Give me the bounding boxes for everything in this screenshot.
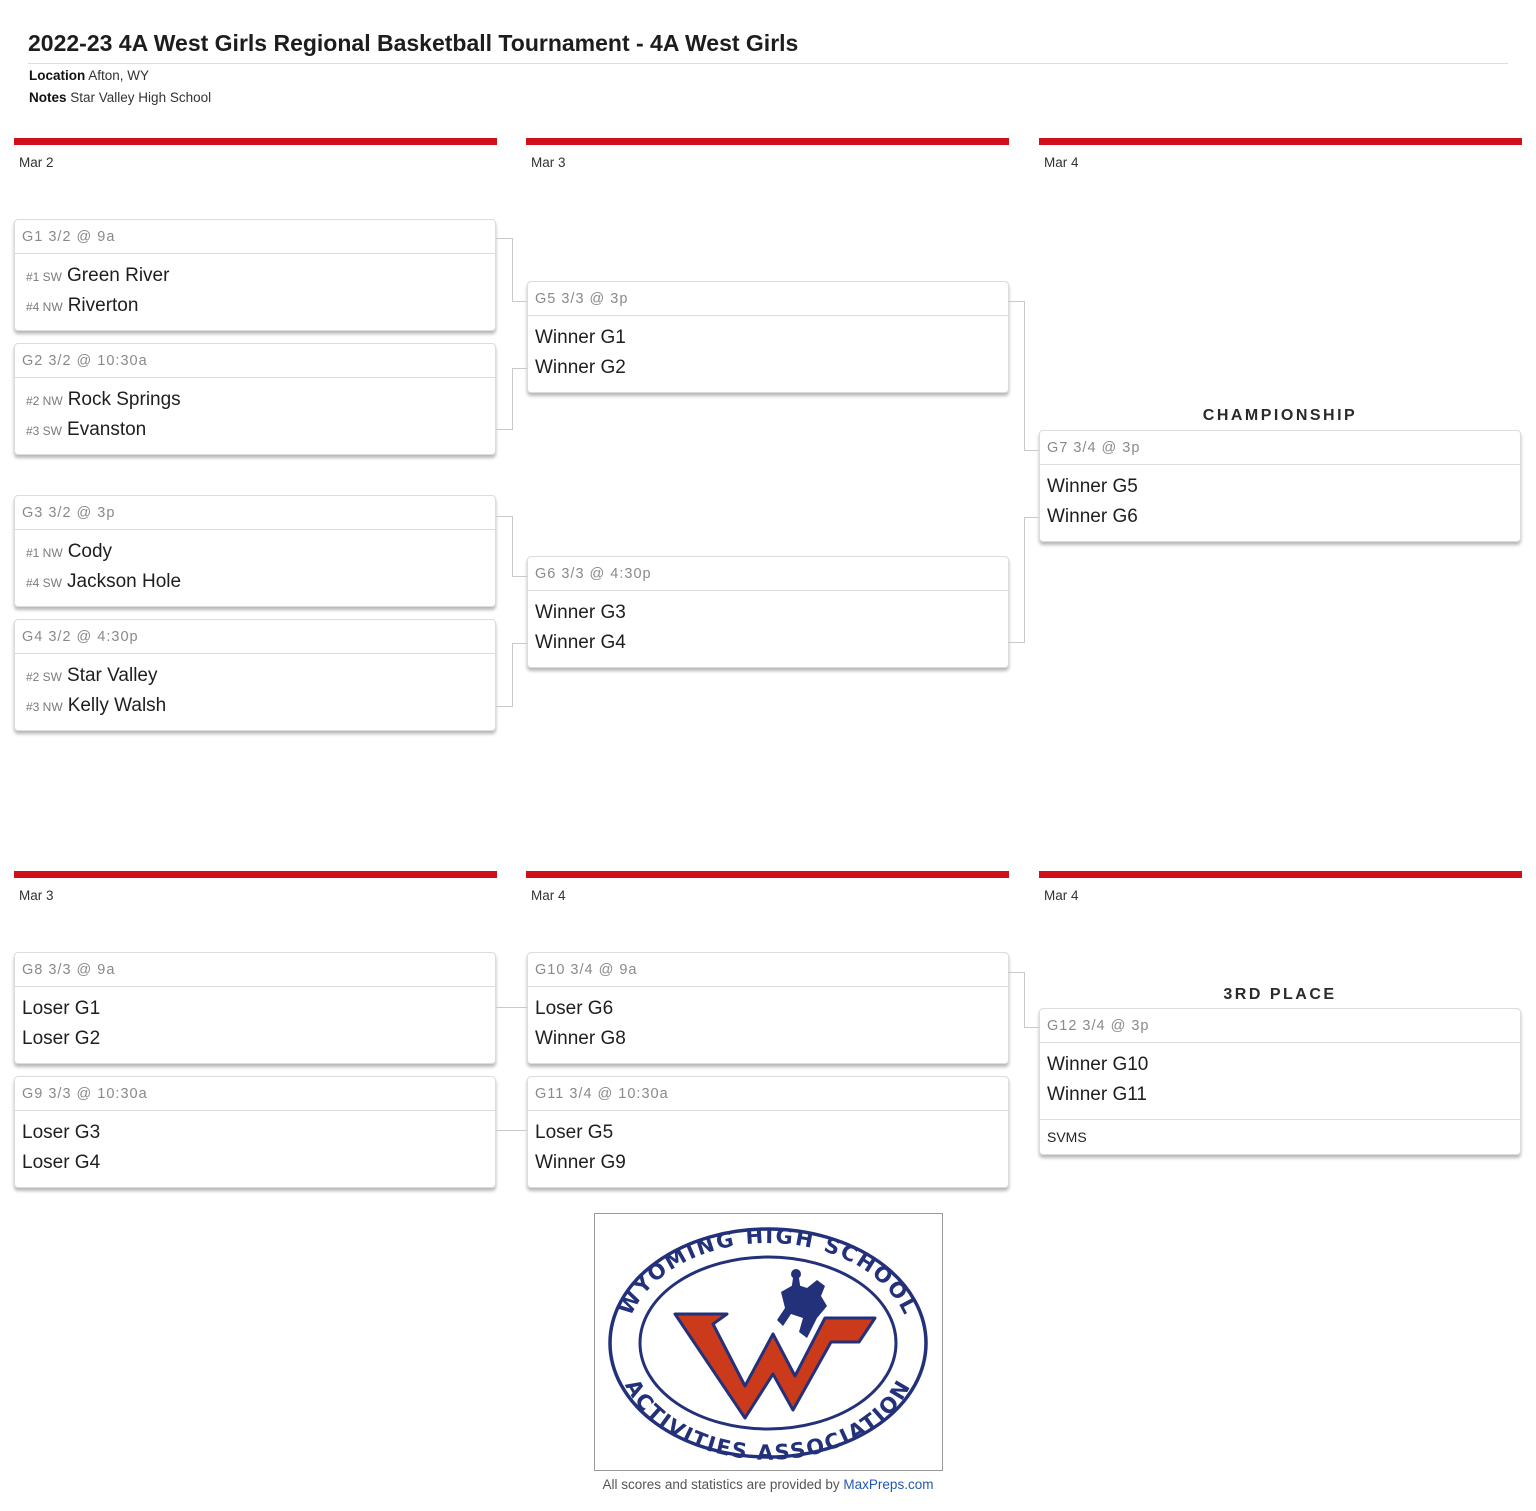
team-name: Winner G4 (535, 632, 626, 653)
bracket-connector (512, 368, 527, 369)
game-header: G11 3/4 @ 10:30a (528, 1077, 1008, 1111)
game-card-g2[interactable] (14, 343, 496, 455)
round-date: Mar 4 (531, 888, 566, 903)
bracket-connector (1008, 301, 1025, 302)
team-name: Winner G10 (1047, 1054, 1149, 1075)
team-name: Kelly Walsh (67, 695, 167, 716)
logo-bottom-text: ACTIVITIES ASSOCIATION (620, 1375, 916, 1465)
bracket-connector (1024, 450, 1039, 451)
team-row[interactable] (15, 291, 495, 321)
team-row[interactable] (15, 261, 495, 291)
team-name: Cody (67, 541, 113, 562)
bracket-connector (1024, 517, 1025, 643)
bracket-connector (1008, 972, 1025, 973)
team-name: Loser G4 (22, 1152, 101, 1173)
team-row[interactable] (528, 1118, 1008, 1148)
team-row[interactable] (15, 567, 495, 597)
game-header: G9 3/3 @ 10:30a (15, 1077, 495, 1111)
page-title: 2022-23 4A West Girls Regional Basketball Tournament - 4A West Girls (28, 30, 1508, 64)
game-card-g10[interactable] (527, 952, 1009, 1064)
team-row[interactable] (1040, 1080, 1520, 1110)
svg-text:WYOMING HIGH SCHOOL (614, 1224, 923, 1319)
team-seed: #1 NW (26, 546, 63, 560)
bracket-connector (512, 238, 513, 302)
championship-label: CHAMPIONSHIP (1202, 407, 1358, 424)
bracket-connector (1024, 972, 1025, 1028)
bracket-connector (512, 301, 527, 302)
whsaa-logo (594, 1213, 943, 1471)
maxpreps-link[interactable]: MaxPreps.com (843, 1477, 934, 1492)
bracket-connector (1008, 642, 1025, 643)
team-name: Winner G8 (535, 1028, 626, 1049)
team-row[interactable] (15, 691, 495, 721)
team-row[interactable] (528, 1148, 1008, 1178)
game-note: SVMS (1040, 1119, 1520, 1154)
round-date: Mar 3 (19, 888, 54, 903)
bracket-connector (496, 706, 513, 707)
bracket-connector (496, 1007, 527, 1008)
game-card-g4[interactable] (14, 619, 496, 731)
game-header: G3 3/2 @ 3p (15, 496, 495, 530)
game-card-g12[interactable] (1039, 1008, 1521, 1155)
game-header: G10 3/4 @ 9a (528, 953, 1008, 987)
bracket-connector (512, 576, 527, 577)
game-card-g1[interactable] (14, 219, 496, 331)
team-name: Evanston (67, 419, 147, 440)
logo-top-text: WYOMING HIGH SCHOOL (613, 1223, 923, 1320)
team-name: Winner G5 (1047, 476, 1138, 497)
bracket-connector (512, 368, 513, 430)
game-card-g3[interactable] (14, 495, 496, 607)
team-name: Winner G2 (535, 357, 626, 378)
team-row[interactable] (528, 353, 1008, 383)
team-name: Riverton (67, 295, 139, 316)
team-seed: #1 SW (26, 270, 63, 284)
bracket-connector (512, 643, 527, 644)
game-header: G5 3/3 @ 3p (528, 282, 1008, 316)
team-name: Winner G11 (1047, 1084, 1147, 1105)
bracket-connector (496, 1130, 527, 1131)
team-name: Jackson Hole (67, 571, 182, 592)
team-row[interactable] (528, 994, 1008, 1024)
notes-label: Notes (29, 90, 67, 105)
game-card-g5[interactable] (527, 281, 1009, 393)
footer-credit (0, 1477, 1536, 1492)
third-place-label: 3RD PLACE (1223, 986, 1337, 1003)
team-seed: #3 NW (26, 700, 63, 714)
team-name: Loser G2 (22, 1028, 101, 1049)
team-row[interactable] (15, 537, 495, 567)
team-row[interactable] (15, 385, 495, 415)
team-row[interactable] (15, 415, 495, 445)
round-date: Mar 4 (1044, 155, 1079, 170)
team-seed: #4 NW (26, 300, 63, 314)
team-name: Winner G3 (535, 602, 626, 623)
team-row[interactable] (15, 994, 495, 1024)
team-name: Winner G6 (1047, 506, 1138, 527)
location-value: Afton, WY (88, 68, 150, 83)
team-name: Loser G5 (535, 1122, 614, 1143)
game-card-g7[interactable] (1039, 430, 1521, 542)
bracket-connector (496, 429, 513, 430)
team-row[interactable] (528, 598, 1008, 628)
team-seed: #2 SW (26, 670, 63, 684)
team-name: Rock Springs (67, 389, 181, 410)
team-name: Loser G3 (22, 1122, 101, 1143)
round-divider (1039, 871, 1522, 878)
team-row[interactable] (528, 323, 1008, 353)
round-date: Mar 3 (531, 155, 566, 170)
team-row[interactable] (528, 1024, 1008, 1054)
bracket-connector (1024, 517, 1039, 518)
team-name: Star Valley (67, 665, 158, 686)
team-row[interactable] (15, 1024, 495, 1054)
team-row[interactable] (528, 628, 1008, 658)
game-card-g11[interactable] (527, 1076, 1009, 1188)
team-seed: #4 SW (26, 576, 63, 590)
game-header: G4 3/2 @ 4:30p (15, 620, 495, 654)
bracket-connector (512, 516, 513, 577)
round-divider (14, 138, 497, 145)
game-card-g9[interactable] (14, 1076, 496, 1188)
team-row[interactable] (15, 1148, 495, 1178)
team-row[interactable] (1040, 1050, 1520, 1080)
bracket-connector (1024, 1027, 1039, 1028)
game-header: G12 3/4 @ 3p (1040, 1009, 1520, 1043)
game-card-g8[interactable] (14, 952, 496, 1064)
notes-line (29, 90, 211, 105)
team-seed: #3 SW (26, 424, 63, 438)
team-name: Winner G9 (535, 1152, 626, 1173)
team-name: Loser G1 (22, 998, 101, 1019)
whsaa-logo-icon (595, 1214, 942, 1470)
game-card-g6[interactable] (527, 556, 1009, 668)
team-name: Green River (67, 265, 170, 286)
bracket-connector (512, 643, 513, 707)
game-header: G2 3/2 @ 10:30a (15, 344, 495, 378)
game-header: G7 3/4 @ 3p (1040, 431, 1520, 465)
round-divider (526, 871, 1009, 878)
round-divider (14, 871, 497, 878)
notes-value: Star Valley High School (70, 90, 212, 105)
team-row[interactable] (15, 661, 495, 691)
team-row[interactable] (1040, 502, 1520, 532)
team-seed: #2 NW (26, 394, 63, 408)
game-header: G1 3/2 @ 9a (15, 220, 495, 254)
bracket-connector (1024, 301, 1025, 451)
game-header: G8 3/3 @ 9a (15, 953, 495, 987)
round-date: Mar 4 (1044, 888, 1079, 903)
team-name: Loser G6 (535, 998, 614, 1019)
game-header: G6 3/3 @ 4:30p (528, 557, 1008, 591)
location-label: Location (29, 68, 86, 83)
bracket-connector (496, 238, 513, 239)
team-row[interactable] (1040, 472, 1520, 502)
location-line (29, 68, 149, 83)
svg-text:ACTIVITIES ASSOCIATION (620, 1375, 915, 1465)
team-row[interactable] (15, 1118, 495, 1148)
footer-text: All scores and statistics are provided by (602, 1477, 840, 1492)
round-date: Mar 2 (19, 155, 54, 170)
round-divider (1039, 138, 1522, 145)
round-divider (526, 138, 1009, 145)
team-name: Winner G1 (535, 327, 626, 348)
bracket-connector (496, 516, 513, 517)
